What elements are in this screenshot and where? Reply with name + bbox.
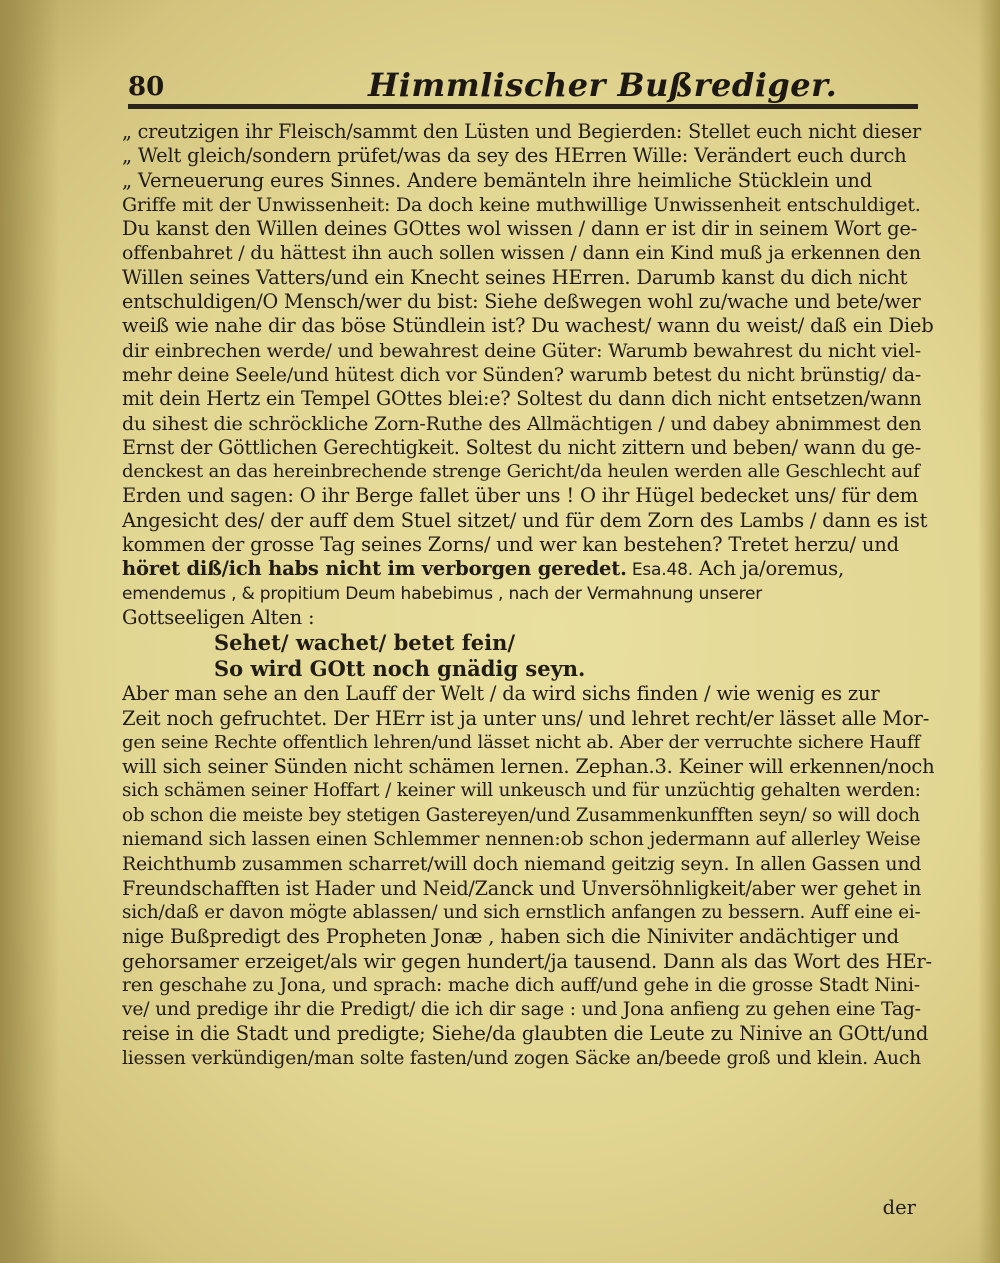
text-line: sich schämen seiner Hoffart / keiner will unkeusch und für unzüchtig gehalten werden: (122, 780, 921, 802)
text-line: Gottseeligen Alten : (122, 605, 315, 629)
text-line: nige Bußpredigt des Propheten Jonæ , haben sich die Niniviter andächtiger und (122, 925, 899, 949)
text-line: Zeit noch gefruchtet. Der HErr ist ja unter uns/ und lehret recht/er lässet alle Mor- (122, 706, 930, 730)
header-rule (128, 104, 918, 109)
running-head: Himmlischer Bußrediger. (368, 66, 838, 104)
latin-line: emendemus , & propitium Deum habebimus , nach der Vermahnung unserer (122, 583, 763, 604)
text-line: Griffe mit der Unwissenheit: Da doch keine muthwillige Unwissenheit entschuldiget. (122, 193, 921, 216)
text-line: ob schon die meiste bey stetigen Gastereyen/und Zusammenkunfften seyn/ so will doch (122, 804, 920, 826)
page-number: 80 (128, 72, 165, 102)
text-line: niemand sich lassen einen Schlemmer nennen:ob schon jedermann auf allerley Weise (122, 829, 921, 851)
text-line: ve/ und predige ihr die Predigt/ die ich dir sage : und Jona anfieng zu gehen eine Tag- (122, 999, 921, 1021)
text-line: sich/daß er davon mögte ablassen/ und sich ernstlich anfangen zu bessern. Auff eine ei- (122, 901, 921, 923)
text-line: will sich seiner Sünden nicht schämen lernen. Zephan.3. Keiner will erkennen/noch (122, 755, 934, 779)
text-line: „ creutzigen ihr Fleisch/sammt den Lüsten und Begierden: Stellet euch nicht dieser (122, 120, 922, 143)
text-line: mit dein Hertz ein Tempel GOttes blei:e? Soltest du dann dich nicht entsetzen/wann (122, 387, 922, 411)
bible-reference: Esa.48. (626, 560, 693, 581)
text-line: „ Verneuerung eures Sinnes. Andere bemänteln ihre heimliche Stücklein und (122, 168, 873, 192)
text-line: gehorsamer erzeiget/als wir gegen hundert/ja tausend. Dann als das Wort des HEr- (122, 949, 932, 973)
text-line: du sihest die schröckliche Zorn-Ruthe des Allmächtigen / und dabey abnimmest den (122, 412, 922, 435)
text-line: „ Welt gleich/sondern prüfet/was da sey des HErren Wille: Verändert euch durch (122, 144, 907, 168)
text-line: ren geschahe zu Jona, und sprach: mache dich auff/und gehe in die grosse Stadt Nini- (122, 974, 920, 996)
catchword: der (882, 1196, 916, 1219)
text-line: entschuldigen/O Mensch/wer du bist: Siehe deßwegen wohl zu/wache und bete/wer (122, 290, 921, 314)
emphasized-phrase: höret diß/ich habs nicht im verborgen geredet. (122, 557, 627, 581)
text-line: Du kanst den Willen deines GOttes wol wissen / dann er ist dir in seinem Wort ge- (122, 217, 918, 241)
text-fragment: Ach ja/oremus, (692, 557, 844, 581)
text-line: Willen seines Vatters/und ein Knecht seines HErren. Darumb kanst du dich nicht (122, 265, 908, 289)
emphasized-line (122, 557, 934, 581)
text-line: Erden und sagen: O ihr Berge fallet über uns ! O ihr Hügel bedecket uns/ für dem (122, 484, 918, 508)
text-line: Reichthumb zusammen scharret/will doch niemand geitzig seyn. In allen Gassen und (122, 853, 922, 876)
text-line: Angesicht des/ der auff dem Stuel sitzet/ und für dem Zorn des Lambs / dann es ist (122, 508, 928, 532)
text-line: reise in die Stadt und predigte; Siehe/da glaubten die Leute zu Ninive an GOtt/und (122, 1022, 929, 1046)
text-line: offenbahret / du hättest ihn auch sollen wissen / dann ein Kind muß ja erkennen den (122, 242, 921, 265)
text-line: weiß wie nahe dir das böse Stündlein ist? Du wachest/ wann du weist/ daß ein Dieb (122, 314, 934, 338)
motto-line: Sehet/ wachet/ betet fein/ (214, 630, 516, 656)
body-text (122, 120, 934, 1071)
text-line: Freundschafften ist Hader und Neid/Zanck und Unversöhnligkeit/aber wer gehet in (122, 876, 922, 900)
motto-line: So wird GOtt noch gnädig seyn. (214, 656, 586, 682)
text-line: kommen der grosse Tag seines Zorns/ und wer kan bestehen? Tretet herzu/ und (122, 533, 899, 557)
text-line: liessen verkündigen/man solte fasten/und zogen Säcke an/beede groß und klein. Auch (122, 1047, 921, 1069)
text-line: denckest an das hereinbrechende strenge Gericht/da heulen werden alle Geschlecht auf (122, 461, 920, 483)
page-header (118, 62, 922, 108)
text-line: Aber man sehe an den Lauff der Welt / da wird sichs finden / wie wenig es zur (122, 682, 880, 706)
text-line: Ernst der Göttlichen Gerechtigkeit. Soltest du nicht zittern und beben/ wann du ge- (122, 435, 921, 459)
text-line: mehr deine Seele/und hütest dich vor Sünden? warumb betest du nicht brünstig/ da- (122, 363, 922, 386)
text-line: dir einbrechen werde/ und bewahrest deine Güter: Warumb bewahrest du nicht viel- (122, 339, 921, 362)
text-line: gen seine Rechte offentlich lehren/und lässet nicht ab. Aber der verruchte sichere Hauff (122, 731, 921, 753)
